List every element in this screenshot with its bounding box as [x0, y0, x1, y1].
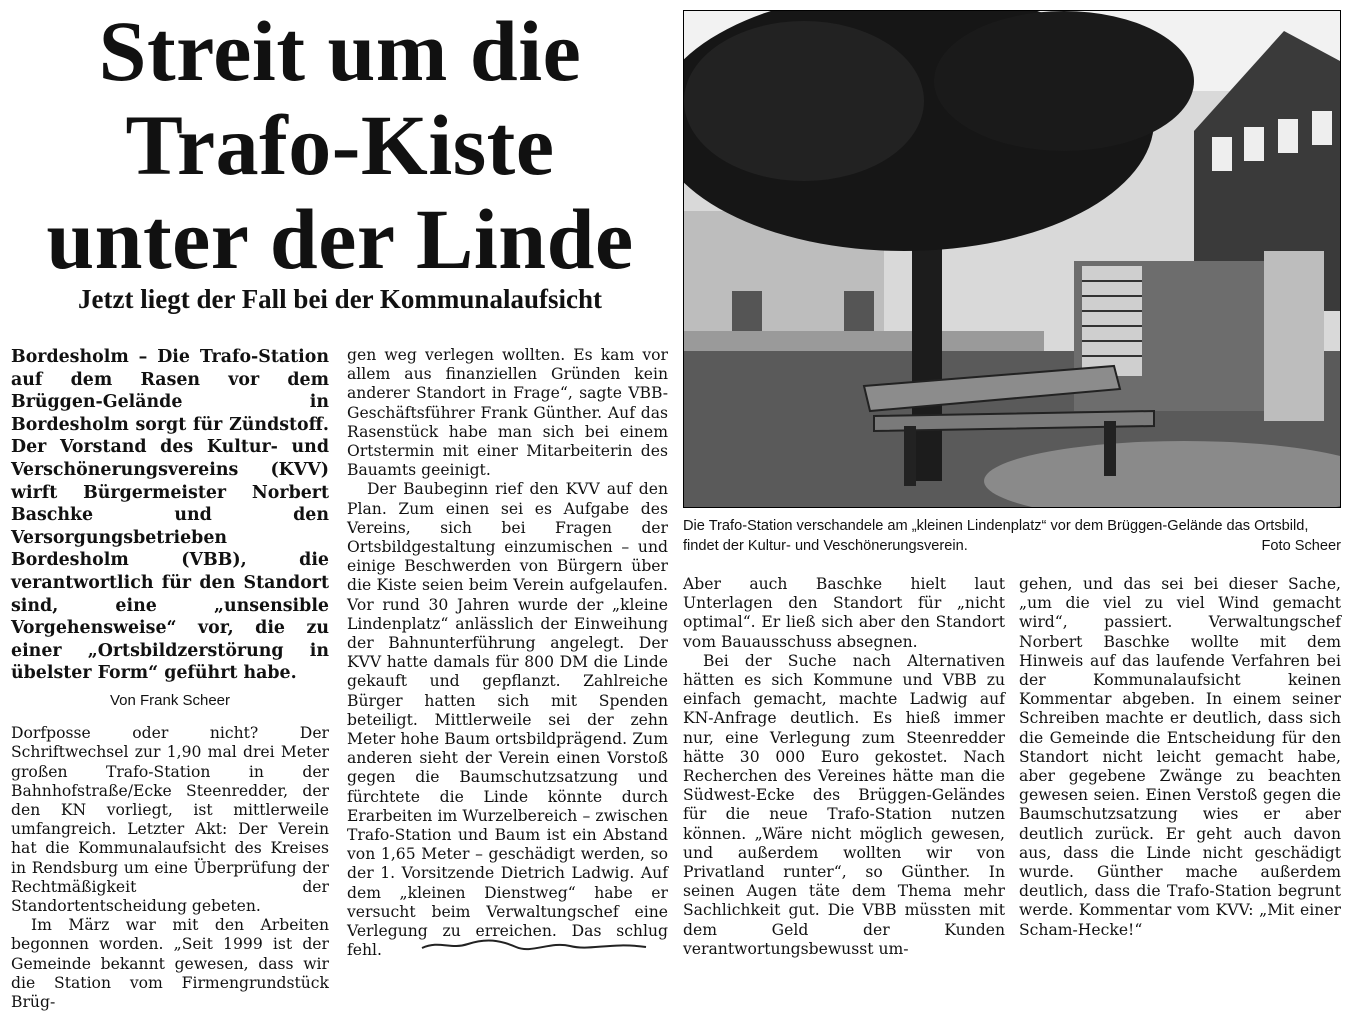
handwritten-mark — [420, 938, 650, 951]
headline-line-1: Streit um die — [98, 3, 582, 99]
lead-paragraph: Bordesholm – Die Trafo-Station auf dem Rasen vor dem Brüggen-Gelände in Bordesholm sorgt für Zündstoff. Der Vorstand des Kultur- und Verschönerungsvereins (KVV) wirft Bürgermeister Norbert Baschke und den Versorgungsbetrieben Bordesholm (VBB), die verantwortlich für den Standort sind, eine „unsensible Vorgehensweise“ vor, die zu einer „Ortsbildzerstörung in übelster Form“ geführt habe. — [11, 347, 329, 684]
headline — [20, 4, 660, 286]
body-paragraph: Bei der Suche nach Alternativen hätten es sich Kommune und VBB zu einfach gemacht, machte Ladwig auf KN-Anfrage deutlich. Es hieß immer nur, eine Verlegung zum Steenredder hätte 30 000 Euro gekostet. Nach Recherchen des Vereines hätte man die Südwest-Ecke des Brüggen-Geländes für die neue Trafo-Station nutzen können. „Wäre nicht möglich gewesen, und außerdem wollten wir von Privatland runter“, so Günther. In seinen Augen täte dem Thema mehr Sachlichkeit gut. Die VBB müssten mit dem Geld der Kunden verantwortungsbewusst um- — [683, 651, 1005, 958]
photo-trafo-station-linden-tree — [684, 11, 1340, 507]
byline: Von Frank Scheer — [109, 691, 231, 709]
column-3 — [683, 575, 1005, 959]
column-1 — [11, 346, 329, 1012]
column-4 — [1019, 575, 1341, 940]
subheadline: Jetzt liegt der Fall bei der Kommunalaufsicht — [78, 284, 602, 314]
body-paragraph: Dorfposse oder nicht? Der Schriftwechsel zur 1,90 mal drei Meter großen Trafo-Station in der Bahnhofstraße/Ecke Steenredder, der den KN vorliegt, ist mittlerweile umfangreich. Letzter Akt: Der Verein hat die Kommunalaufsicht des Kreises in Rendsburg um eine Überprüfung der Rechtmäßigkeit der Standortentscheidung gebeten. — [11, 724, 329, 915]
body-paragraph: Im März war mit den Arbeiten begonnen worden. „Seit 1999 ist der Gemeinde bekannt gewesen, dass wir die Station vom Firmengrundstück Brüg- — [11, 916, 329, 1011]
body-paragraph: Aber auch Baschke hielt laut Unterlagen den Standort für „nicht optimal“. Er ließ sich aber den Standort vom Bauausschuss absegnen. — [683, 575, 1005, 651]
photo-credit: Foto Scheer — [1261, 537, 1341, 554]
article-photo — [683, 10, 1341, 508]
body-paragraph: gen weg verlegen wollten. Es kam vor allem aus finanziellen Gründen kein anderer Standort in Frage“, sagte VBB-Geschäftsführer Frank Günther. Auf das Rasenstück habe man sich bei einem Ortstermin mit einer Mitarbeiterin des Bauamts geeinigt. — [347, 346, 668, 480]
photo-caption — [683, 517, 1341, 556]
body-paragraph: gehen, und das sei bei dieser Sache, „um die viel zu viel Wind gemacht wird“, passiert. Verwaltungschef Norbert Baschke wollte mit dem Hinweis auf das laufende Verfahren bei der Kommunalaufsicht keinen Kommentar abgeben. In einem seiner Schreiben machte er deutlich, dass sich die Gemeinde die Entscheidung für den Standort nicht leicht gemacht habe, aber gegebene Zwänge zu beachten gewesen seien. Einen Verstoß gegen die Baumschutzsatzung wies er aber deutlich zurück. Er geht auch davon aus, dass die Linde nicht geschädigt wurde. Günther mache außerdem deutlich, dass die Trafo-Station begrunt werde. Kommentar vom KVV: „Mit einer Scham-Hecke!“ — [1019, 575, 1341, 939]
body-paragraph: Der Baubeginn rief den KVV auf den Plan. Zum einen sei es Aufgabe des Vereins, sich bei Fragen der Ortsbildgestaltung einzumischen – und einige Beschwerden von Bürgern über die Kiste seien beim Verein aufgelaufen. Vor rund 30 Jahren wurde der „kleine Lindenplatz“ anlässlich der Einweihung der Bahnunterführung angelegt. Der KVV hatte damals für 800 DM die Linde gekauft und gepflanzt. Zahlreiche Bürger hatten sich mit Spenden beteiligt. Mittlerweile sei der zehn Meter hohe Baum ortsbildprägend. Zum anderen sieht der Verein einen Vorstoß gegen die Baumschutzsatzung und fürchtete die Linde könnte durch Erarbeiten im Wurzelbereich – zwischen Trafo-Station und Baum ist ein Abstand von 1,65 Meter – geschädigt werden, so der 1. Vorsitzende Dietrich Ladwig. Auf dem „kleinen Dienstweg“ habe er versucht beim Verwaltungschef eine Verlegung zu erreichen. Das schlug fehl. — [347, 480, 668, 960]
headline-line-2: Trafo-Kiste — [125, 97, 555, 193]
headline-line-3: unter der Linde — [46, 191, 634, 287]
column-2 — [347, 346, 668, 961]
caption-text: Die Trafo-Station verschandele am „kleinen Lindenplatz“ vor dem Brüggen-Gelände das Ortsbild, findet der Kultur- und Veschönerungsverein. — [683, 518, 1309, 554]
